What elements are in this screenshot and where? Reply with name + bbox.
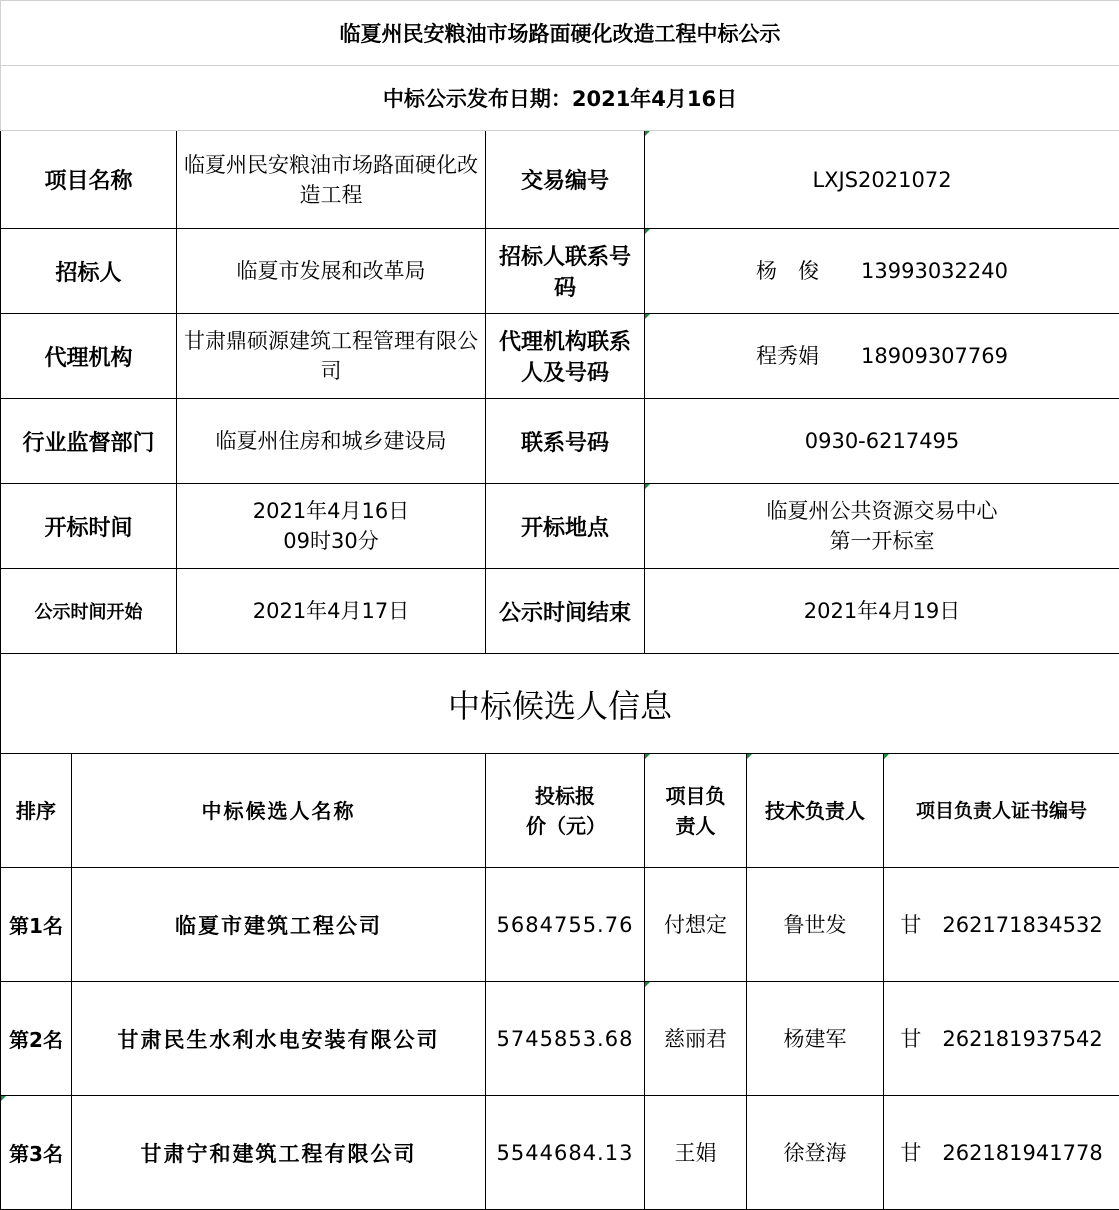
technical-lead: 杨建军 [747, 982, 884, 1096]
col-header-tech: 技术负责人 [747, 754, 884, 868]
col-header-rank: 排序 [1, 754, 72, 868]
project-name-label: 项目名称 [1, 131, 177, 229]
table-row [1, 1096, 1119, 1210]
col-header-price: 投标报价（元） [486, 754, 645, 868]
tenderer-contact-label: 招标人联系号码 [486, 229, 645, 314]
notice-end-value: 2021年4月19日 [645, 569, 1119, 654]
bid-price: 5684755.76 [486, 868, 645, 982]
rank-cell: 第3名 [1, 1096, 72, 1210]
open-place-center: 临夏州公共资源交易中心 [766, 499, 998, 523]
notice-end-label: 公示时间结束 [486, 569, 645, 654]
rank-cell: 第2名 [1, 982, 72, 1096]
agency-label: 代理机构 [1, 314, 177, 399]
notice-start-value: 2021年4月17日 [177, 569, 486, 654]
notice-title: 临夏州民安粮油市场路面硬化改造工程中标公示 [1, 1, 1119, 66]
open-place-value [645, 484, 1119, 569]
candidate-name: 甘肃宁和建筑工程有限公司 [72, 1096, 486, 1210]
project-manager: 慈丽君 [645, 982, 747, 1096]
open-place-label: 开标地点 [486, 484, 645, 569]
col-header-name: 中标候选人名称 [72, 754, 486, 868]
agency-contact-label: 代理机构联系人及号码 [486, 314, 645, 399]
certificate-no: 甘 262171834532 [884, 868, 1119, 982]
trade-no-value: LXJS2021072 [645, 131, 1119, 229]
notice-start-label: 公示时间开始 [1, 569, 177, 654]
tenderer-contact-value: 杨 俊 13993032240 [645, 229, 1119, 314]
certificate-no: 甘 262181937542 [884, 982, 1119, 1096]
bid-price: 5745853.68 [486, 982, 645, 1096]
project-manager: 王娟 [645, 1096, 747, 1210]
candidate-name: 甘肃民生水利水电安装有限公司 [72, 982, 486, 1096]
agency-contact-value: 程秀娟 18909307769 [645, 314, 1119, 399]
phone-value: 0930-6217495 [645, 399, 1119, 484]
candidate-name: 临夏市建筑工程公司 [72, 868, 486, 982]
open-time-value [177, 484, 486, 569]
rank-cell: 第1名 [1, 868, 72, 982]
candidates-header-row [1, 754, 1119, 868]
open-time-date: 2021年4月16日 [252, 499, 410, 523]
phone-label: 联系号码 [486, 399, 645, 484]
col-header-pm: 项目负责人 [645, 754, 747, 868]
section-title: 中标候选人信息 [1, 654, 1119, 754]
publish-date: 中标公示发布日期：2021年4月16日 [1, 66, 1119, 131]
col-header-cert: 项目负责人证书编号 [884, 754, 1119, 868]
supervisor-value: 临夏州住房和城乡建设局 [177, 399, 486, 484]
supervisor-label: 行业监督部门 [1, 399, 177, 484]
project-name-value: 临夏州民安粮油市场路面硬化改造工程 [177, 131, 486, 229]
table-row [1, 868, 1119, 982]
table-row [1, 982, 1119, 1096]
agency-value: 甘肃鼎硕源建筑工程管理有限公司 [177, 314, 486, 399]
technical-lead: 鲁世发 [747, 868, 884, 982]
tenderer-label: 招标人 [1, 229, 177, 314]
trade-no-label: 交易编号 [486, 131, 645, 229]
open-place-room: 第一开标室 [829, 529, 935, 553]
open-time-hour: 09时30分 [283, 529, 379, 553]
bid-price: 5544684.13 [486, 1096, 645, 1210]
tenderer-value: 临夏市发展和改革局 [177, 229, 486, 314]
certificate-no: 甘 262181941778 [884, 1096, 1119, 1210]
project-manager: 付想定 [645, 868, 747, 982]
technical-lead: 徐登海 [747, 1096, 884, 1210]
open-time-label: 开标时间 [1, 484, 177, 569]
